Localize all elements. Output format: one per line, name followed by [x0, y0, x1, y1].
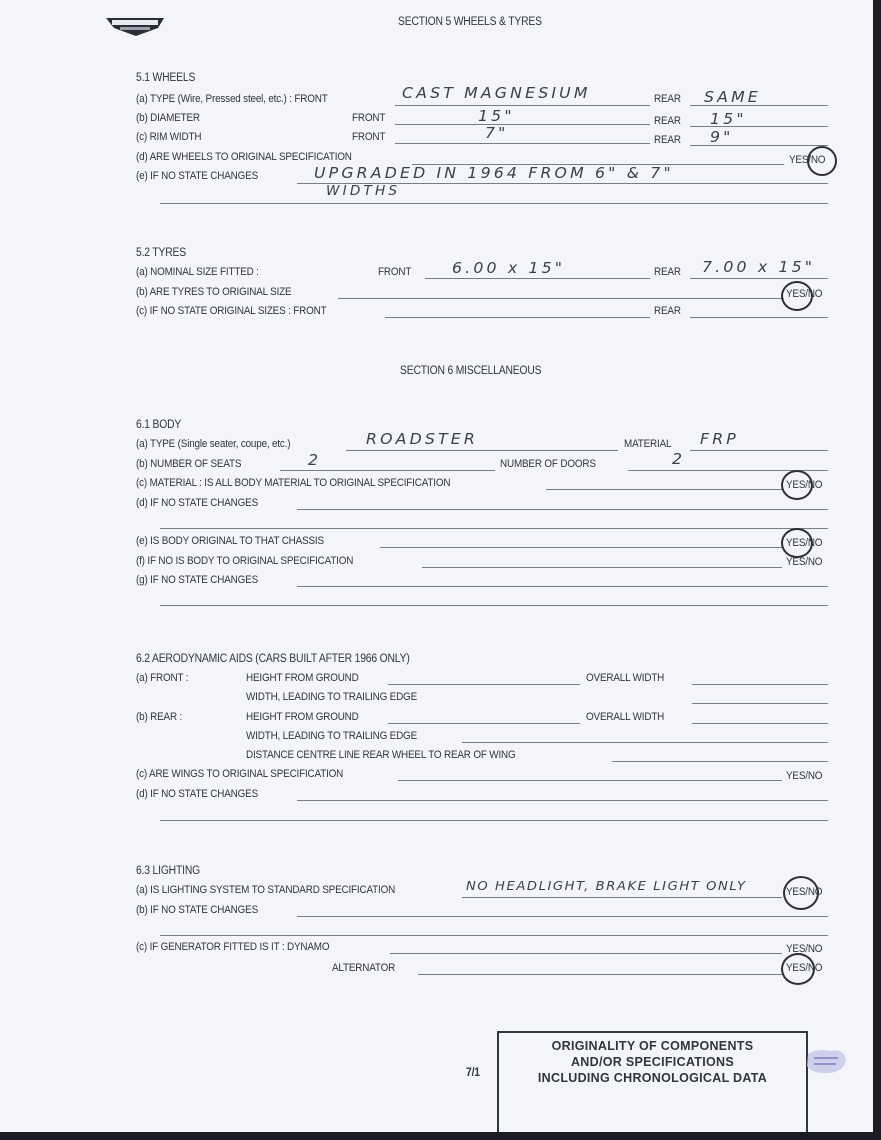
diameter-front-value[interactable]: 15": [478, 107, 515, 125]
wings-changes-label: (d) IF NO STATE CHANGES: [136, 788, 259, 800]
diameter-label: (b) DIAMETER: [136, 112, 200, 124]
diameter-front-label: FRONT: [352, 112, 386, 124]
wings-original-yesno[interactable]: YES/NO: [786, 770, 823, 782]
rear-overall-width-line: [692, 723, 828, 724]
lighting-standard-value[interactable]: NO HEADLIGHT, BRAKE LIGHT ONLY: [466, 878, 747, 893]
body-chassis-line: [380, 547, 782, 548]
stamp-line-1: ORIGINALITY OF COMPONENTS: [551, 1039, 754, 1053]
wheels-changes-value-1[interactable]: UPGRADED IN 1964 FROM 6" & 7": [314, 164, 674, 182]
yes-circled-mark: [781, 281, 813, 311]
body-material-label: MATERIAL: [624, 438, 672, 450]
original-sizes-front-line: [385, 317, 650, 318]
wheel-type-front-value[interactable]: CAST MAGNESIUM: [402, 84, 591, 102]
alternator-line: [418, 974, 782, 975]
rear-overall-width-label: OVERALL WIDTH: [586, 711, 665, 723]
seats-line: [280, 470, 495, 471]
distance-label: DISTANCE CENTRE LINE REAR WHEEL TO REAR OF WING: [246, 749, 516, 761]
nominal-size-front-line: [425, 278, 650, 279]
stamp-mark-icon: [804, 1046, 848, 1076]
diameter-rear-value[interactable]: 15": [710, 110, 747, 128]
rim-width-front-label: FRONT: [352, 131, 386, 143]
diameter-front-line: [395, 124, 650, 125]
body-spec-line: [422, 567, 782, 568]
front-width-line: [692, 703, 828, 704]
rear-height-label: HEIGHT FROM GROUND: [246, 711, 359, 723]
alternator-label: ALTERNATOR: [332, 962, 396, 974]
wheel-type-rear-label: REAR: [654, 93, 681, 105]
wings-original-line: [398, 780, 782, 781]
wheels-original-yesno[interactable]: YES/NO: [789, 154, 826, 166]
front-overall-width-label: OVERALL WIDTH: [586, 672, 665, 684]
seats-value[interactable]: 2: [308, 451, 322, 469]
body-material-line: [690, 450, 828, 451]
body-material-spec-label: (c) MATERIAL : IS ALL BODY MATERIAL TO ORIGINAL SPECIFICATION: [136, 477, 451, 489]
wings-changes-line-1: [297, 800, 828, 801]
body-spec-changes-label: (g) IF NO STATE CHANGES: [136, 574, 259, 586]
page-number: 7/1: [466, 1067, 480, 1079]
generator-label: (c) IF GENERATOR FITTED IS IT : DYNAMO: [136, 941, 330, 953]
rim-width-front-line: [395, 143, 650, 144]
body-changes-line-1: [297, 509, 828, 510]
lighting-standard-line: [462, 897, 782, 898]
yes-circled-mark: [783, 876, 819, 910]
section-6-1-heading: 6.1 BODY: [136, 419, 182, 431]
rim-width-rear-value[interactable]: 9": [710, 128, 734, 146]
rim-width-front-value[interactable]: 7": [485, 124, 509, 142]
body-changes-line-2: [160, 528, 828, 529]
wheel-type-front-line: [395, 105, 650, 106]
dynamo-line: [390, 953, 782, 954]
original-sizes-label: (c) IF NO STATE ORIGINAL SIZES : FRONT: [136, 305, 327, 317]
stamp-line-3: INCLUDING CHRONOLOGICAL DATA: [537, 1071, 768, 1085]
body-material-spec-yesno[interactable]: YES/NO: [786, 479, 823, 491]
nominal-size-label: (a) NOMINAL SIZE FITTED :: [136, 266, 259, 278]
nominal-size-rear-label: REAR: [654, 266, 681, 278]
tyres-original-label: (b) ARE TYRES TO ORIGINAL SIZE: [136, 286, 292, 298]
wheels-original-label: (d) ARE WHEELS TO ORIGINAL SPECIFICATION: [136, 151, 352, 163]
nominal-size-front-label: FRONT: [378, 266, 412, 278]
aero-rear-label: (b) REAR :: [136, 711, 183, 723]
lighting-changes-line-1: [297, 916, 828, 917]
tyres-original-yesno[interactable]: YES/NO: [786, 288, 823, 300]
alternator-yesno[interactable]: YES/NO: [786, 962, 823, 974]
yes-circled-mark: [781, 528, 813, 558]
section6-title: SECTION 6 MISCELLANEOUS: [400, 365, 542, 377]
body-spec-changes-line-2: [160, 605, 828, 606]
section-6-2-heading: 6.2 AERODYNAMIC AIDS (CARS BUILT AFTER 1966 ONLY): [136, 653, 410, 665]
distance-line: [612, 761, 828, 762]
rear-width-line: [462, 742, 828, 743]
logo-emblem: [102, 12, 168, 38]
body-spec-label: (f) IF NO IS BODY TO ORIGINAL SPECIFICATION: [136, 555, 354, 567]
wheels-changes-label: (e) IF NO STATE CHANGES: [136, 170, 259, 182]
wheel-type-label: (a) TYPE (Wire, Pressed steel, etc.) : FRONT: [136, 93, 328, 105]
lighting-changes-line-2: [160, 935, 828, 936]
lighting-standard-yesno[interactable]: YES/NO: [786, 886, 823, 898]
yes-circled-mark: [781, 953, 815, 985]
body-chassis-label: (e) IS BODY ORIGINAL TO THAT CHASSIS: [136, 535, 324, 547]
rear-width-label: WIDTH, LEADING TO TRAILING EDGE: [246, 730, 418, 742]
original-sizes-rear-label: REAR: [654, 305, 681, 317]
dynamo-yesno[interactable]: YES/NO: [786, 943, 823, 955]
aero-front-label: (a) FRONT :: [136, 672, 189, 684]
wings-original-label: (c) ARE WINGS TO ORIGINAL SPECIFICATION: [136, 768, 344, 780]
tyres-original-line: [338, 298, 784, 299]
body-spec-yesno[interactable]: YES/NO: [786, 556, 823, 568]
section-5-2-heading: 5.2 TYRES: [136, 247, 186, 259]
stamp-line-2: AND/OR SPECIFICATIONS: [570, 1055, 735, 1069]
body-type-line: [346, 450, 618, 451]
nominal-size-front-value[interactable]: 6.00 x 15": [452, 259, 566, 277]
nominal-size-rear-value[interactable]: 7.00 x 15": [702, 258, 816, 276]
originality-stamp-box: [497, 1031, 808, 1132]
body-chassis-yesno[interactable]: YES/NO: [786, 537, 823, 549]
lighting-standard-label: (a) IS LIGHTING SYSTEM TO STANDARD SPECIFICATION: [136, 884, 396, 896]
section-6-3-heading: 6.3 LIGHTING: [136, 865, 200, 877]
doors-label: NUMBER OF DOORS: [500, 458, 596, 470]
nominal-size-rear-line: [690, 278, 828, 279]
front-overall-width-line: [692, 684, 828, 685]
front-width-label: WIDTH, LEADING TO TRAILING EDGE: [246, 691, 418, 703]
diameter-rear-label: REAR: [654, 115, 681, 127]
front-height-label: HEIGHT FROM GROUND: [246, 672, 359, 684]
wings-changes-line-2: [160, 820, 828, 821]
wheels-changes-line-2: [160, 203, 828, 204]
body-type-value[interactable]: ROADSTER: [366, 430, 478, 448]
lighting-changes-label: (b) IF NO STATE CHANGES: [136, 904, 259, 916]
wheels-changes-value-2[interactable]: WIDTHS: [326, 184, 401, 199]
yes-circled-mark: [781, 470, 813, 500]
doors-value[interactable]: 2: [672, 450, 686, 468]
body-material-spec-line: [546, 489, 782, 490]
rim-width-rear-label: REAR: [654, 134, 681, 146]
section-5-1-heading: 5.1 WHEELS: [136, 72, 196, 84]
body-changes-label: (d) IF NO STATE CHANGES: [136, 497, 259, 509]
rear-height-line: [388, 723, 580, 724]
body-material-value[interactable]: FRP: [700, 430, 739, 448]
seats-label: (b) NUMBER OF SEATS: [136, 458, 242, 470]
front-height-line: [388, 684, 580, 685]
body-spec-changes-line-1: [297, 586, 828, 587]
body-type-label: (a) TYPE (Single seater, coupe, etc.): [136, 438, 291, 450]
wheel-type-rear-value[interactable]: SAME: [704, 88, 761, 106]
original-sizes-rear-line: [690, 317, 828, 318]
no-circled-mark: [807, 146, 837, 176]
rim-width-label: (c) RIM WIDTH: [136, 131, 202, 143]
section5-title: SECTION 5 WHEELS & TYRES: [398, 16, 542, 28]
